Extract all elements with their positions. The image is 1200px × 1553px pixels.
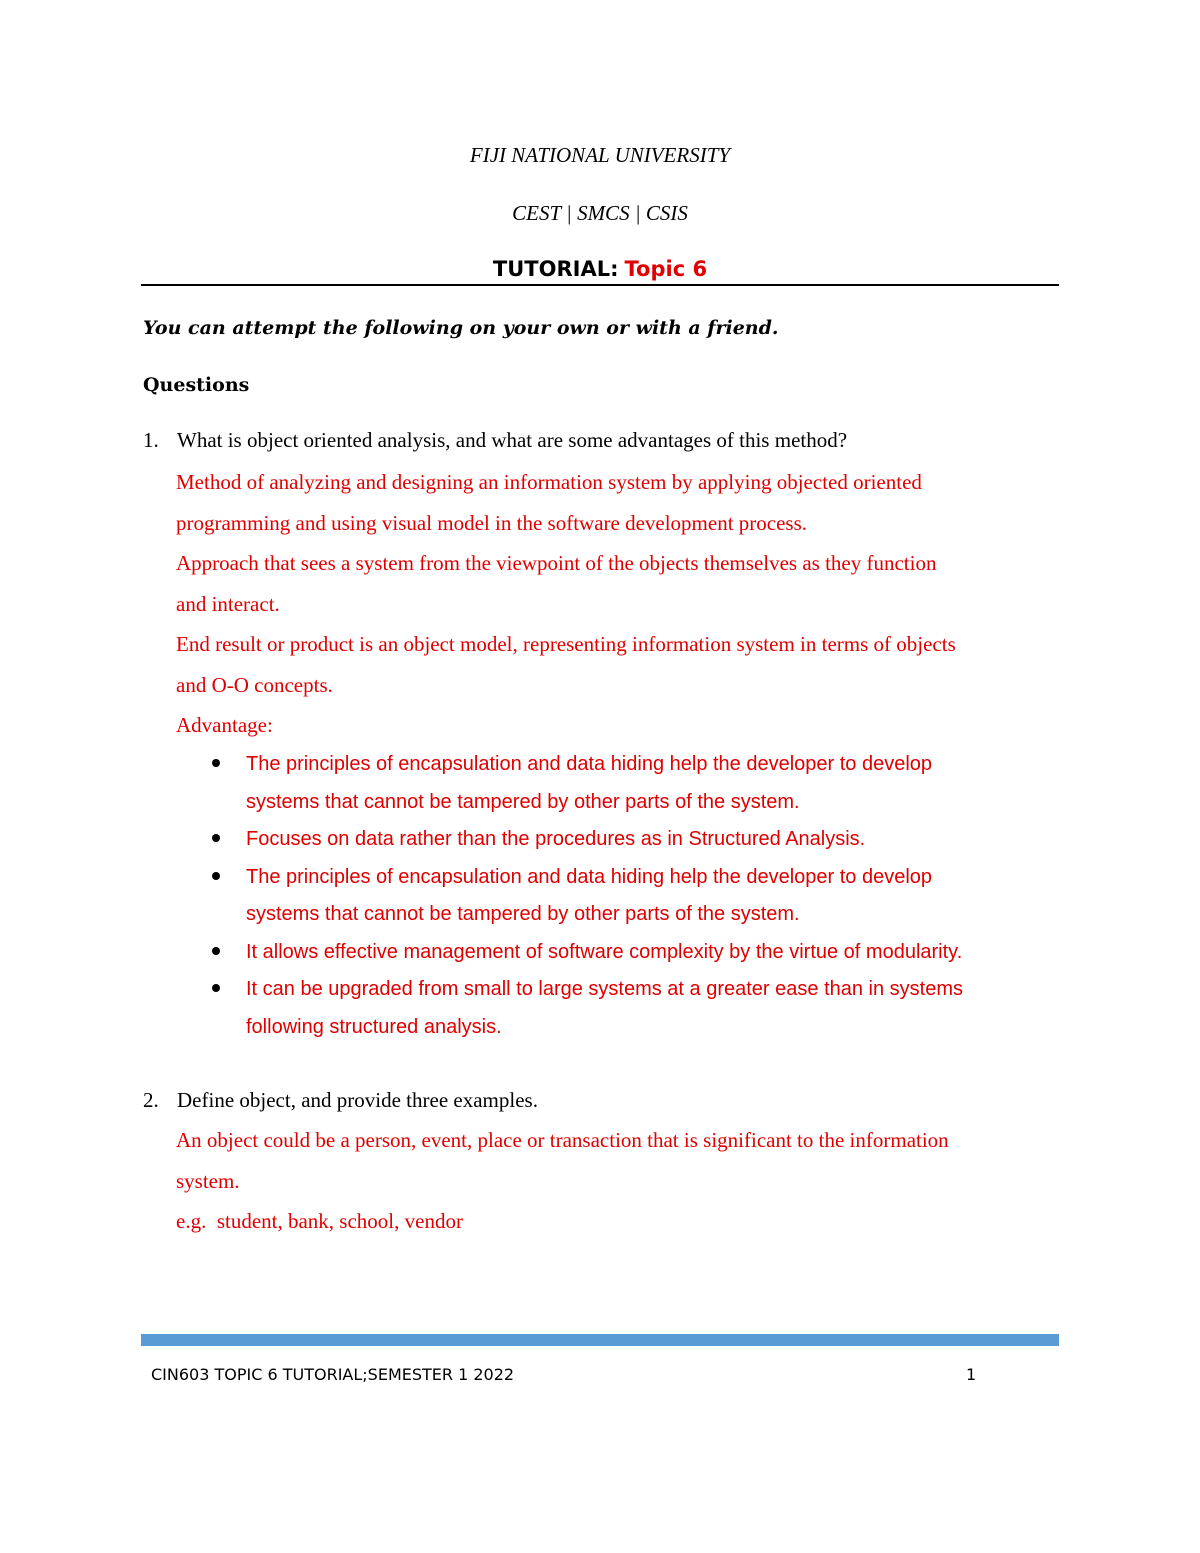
- answer-line: Approach that sees a system from the viewpoint of the objects themselves as they function: [176, 551, 937, 575]
- question-text: Define object, and provide three examples.: [177, 1088, 538, 1112]
- bullet-line: systems that cannot be tampered by other parts of the system.: [246, 903, 800, 925]
- answer-line: Method of analyzing and designing an information system by applying objected oriented: [176, 470, 922, 494]
- tutorial-label: TUTORIAL:: [492, 257, 619, 281]
- advantage-heading: Advantage:: [176, 713, 273, 737]
- bullet-line: It can be upgraded from small to large systems at a greater ease than in systems: [246, 978, 964, 1000]
- bullet-icon: [212, 759, 220, 767]
- bullet-line: systems that cannot be tampered by other parts of the system.: [246, 790, 800, 813]
- answer-line: An object could be a person, event, place or transaction that is significant to the information: [176, 1128, 949, 1152]
- bullet-icon: [212, 872, 220, 880]
- tutorial-title: [0, 257, 1200, 281]
- answer-1: [176, 462, 1066, 746]
- answer-line: system.: [176, 1168, 240, 1193]
- questions-heading: Questions: [143, 374, 250, 396]
- question-number: 2.: [143, 1088, 159, 1112]
- bullet-icon: [212, 947, 220, 955]
- answer-line: End result or product is an object model, representing information system in terms of objects: [176, 632, 956, 656]
- bullet-line: It allows effective management of software complexity by the virtue of modularity.: [246, 940, 963, 963]
- intro-instruction: You can attempt the following on your own or with a friend.: [143, 317, 779, 339]
- topic-label: Topic 6: [624, 257, 708, 281]
- bullet-icon: [212, 984, 220, 992]
- answer-line: and O-O concepts.: [176, 672, 333, 697]
- bullet-line: The principles of encapsulation and data hiding help the developer to develop: [246, 865, 933, 888]
- list-item: [212, 821, 1032, 859]
- bullet-line: Focuses on data rather than the procedures as in Structured Analysis.: [246, 828, 866, 850]
- list-item: [212, 746, 1032, 821]
- answer-2: [176, 1120, 1066, 1242]
- list-item: [212, 859, 1032, 934]
- footer-course-label: CIN603 TOPIC 6 TUTORIAL;SEMESTER 1 2022: [151, 1365, 515, 1384]
- list-item: [212, 971, 1032, 1046]
- question-number: 1.: [143, 428, 159, 452]
- question-text: What is object oriented analysis, and what are some advantages of this method?: [177, 428, 848, 452]
- advantages-list: [212, 746, 1032, 1046]
- footer-bar: [141, 1334, 1059, 1346]
- university-name: FIJI NATIONAL UNIVERSITY: [469, 143, 731, 167]
- bullet-line: following structured analysis.: [246, 1015, 502, 1038]
- header-rule: [141, 284, 1059, 286]
- examples-line: e.g. student, bank, school, vendor: [176, 1209, 463, 1233]
- bullet-icon: [212, 834, 220, 842]
- department-line: CEST | SMCS | CSIS: [512, 201, 688, 225]
- answer-line: and interact.: [176, 591, 280, 616]
- page-number: 1: [966, 1365, 977, 1384]
- bullet-line: The principles of encapsulation and data hiding help the developer to develop: [246, 753, 933, 775]
- answer-line: programming and using visual model in the software development process.: [176, 510, 808, 535]
- list-item: [212, 934, 1032, 972]
